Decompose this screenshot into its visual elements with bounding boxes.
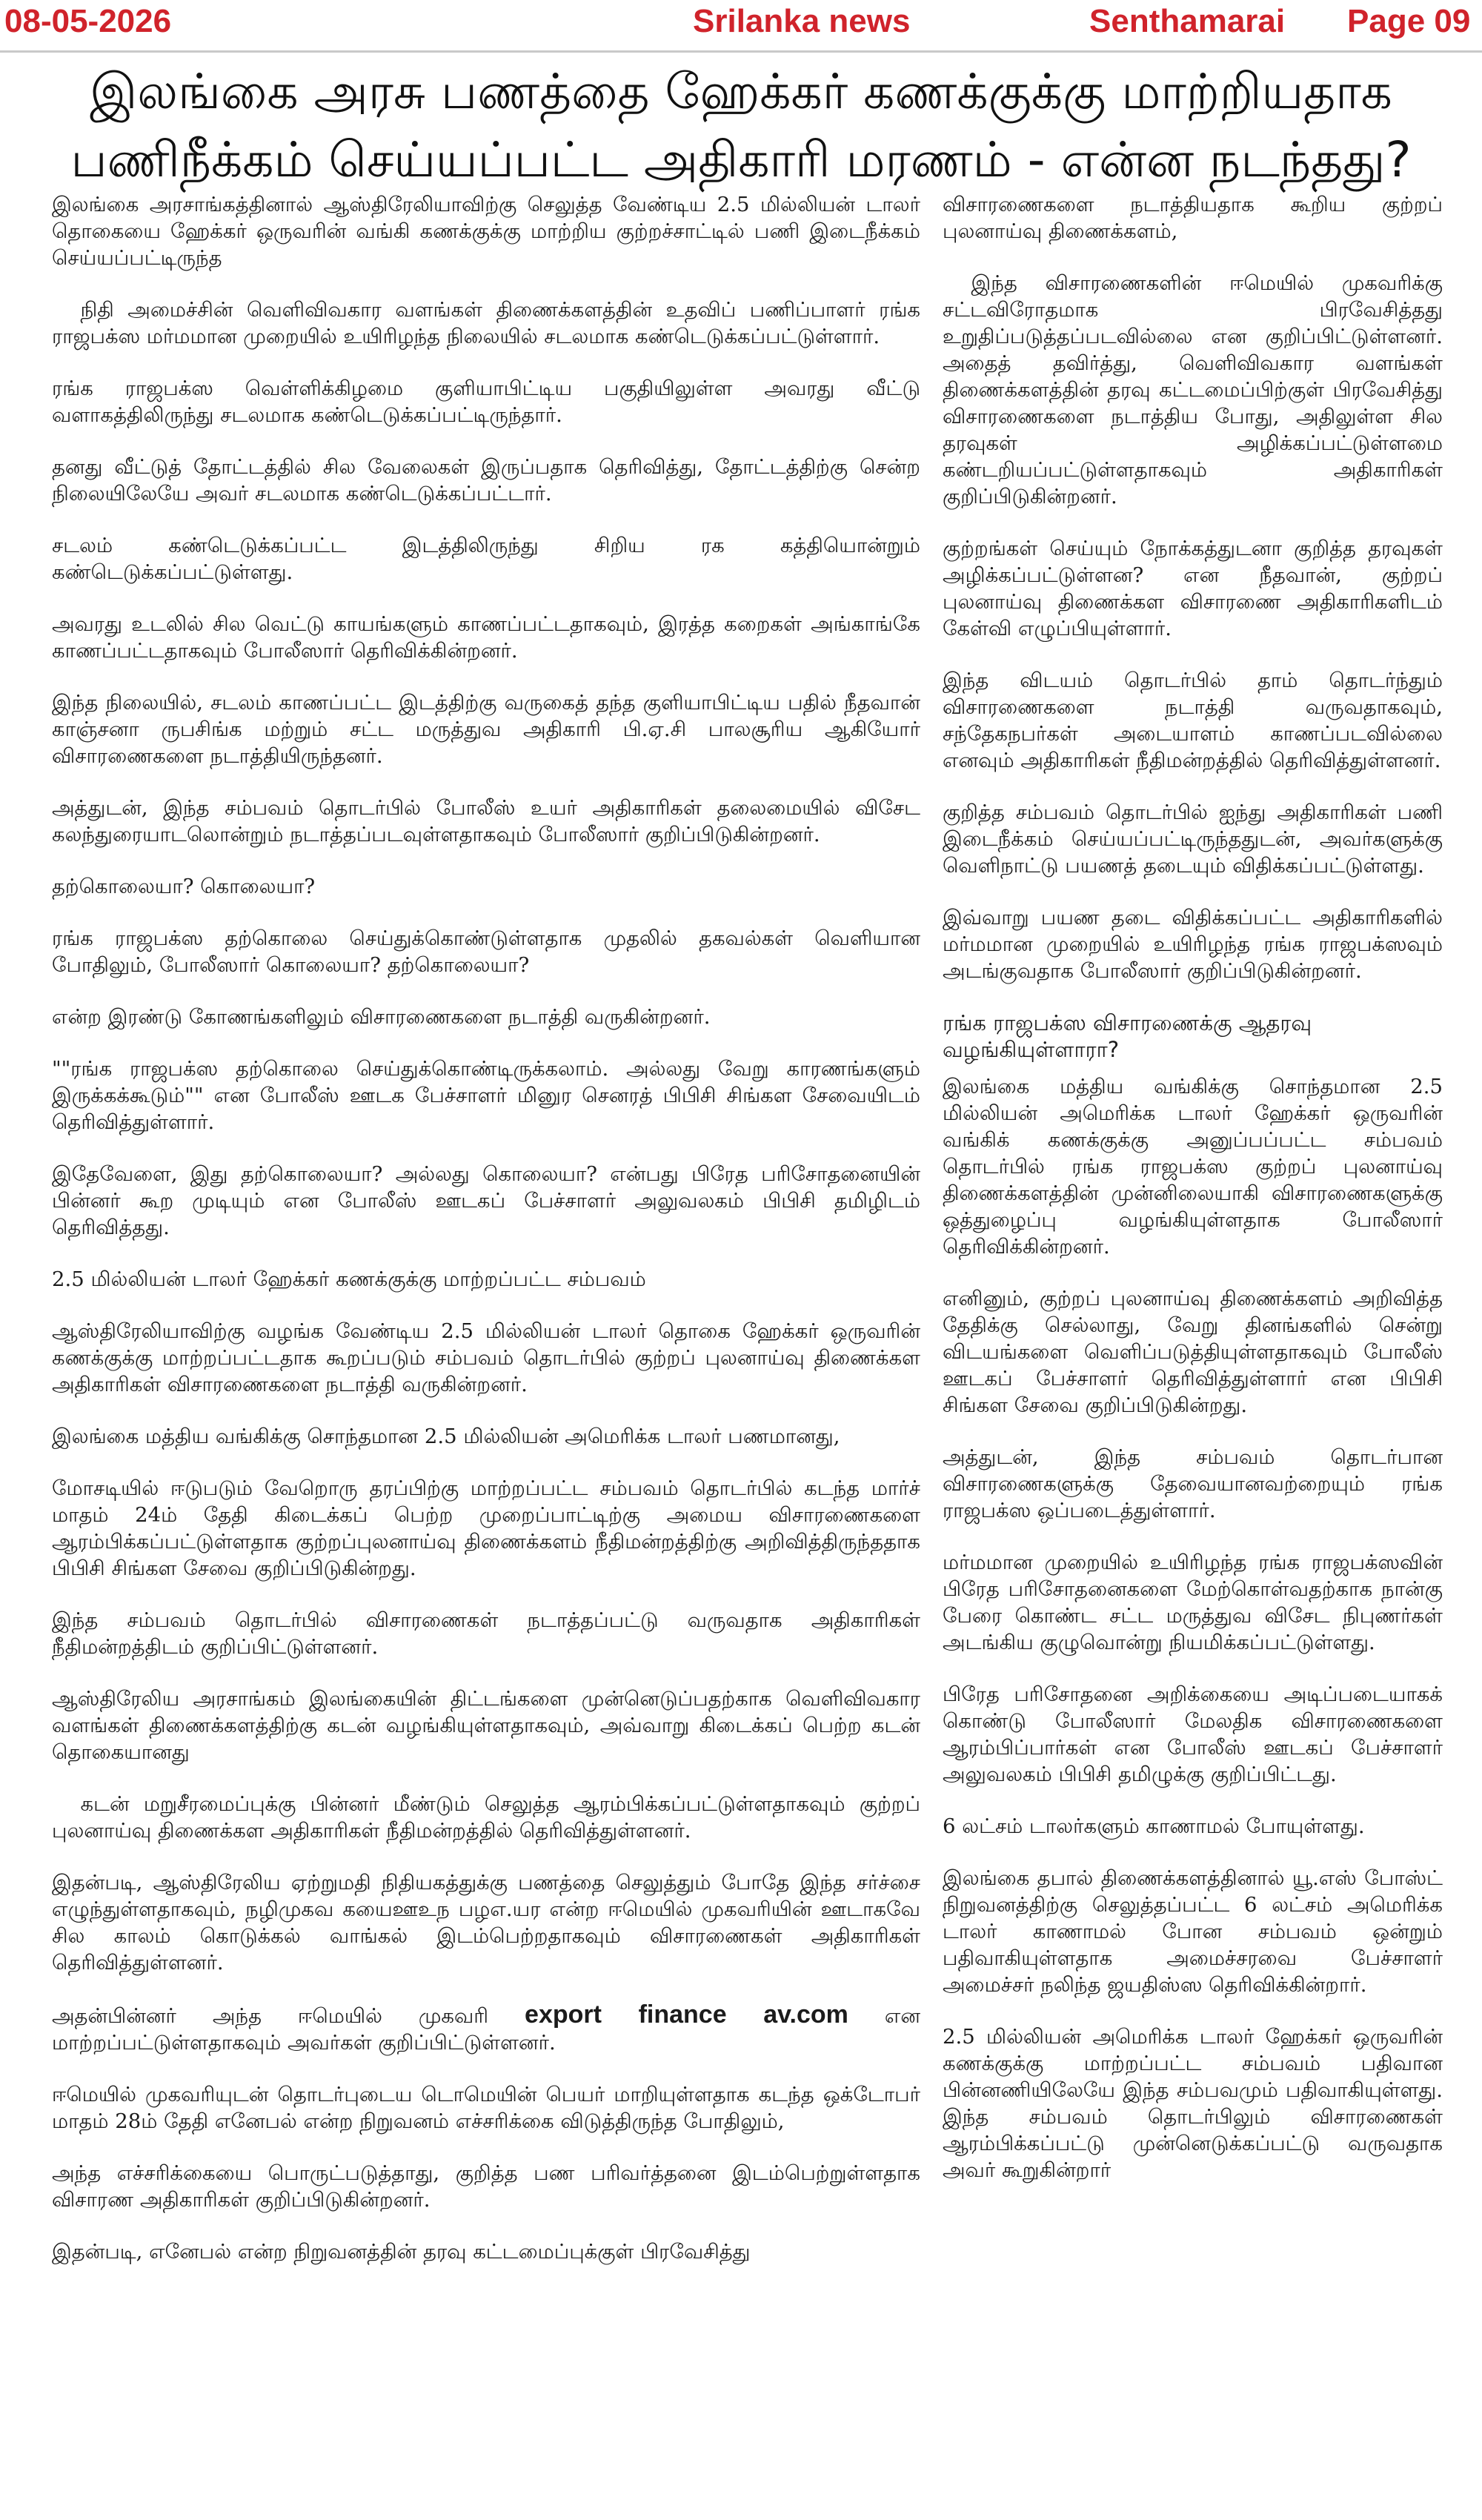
paragraph: 2.5 மில்லியன் அமெரிக்க டாலர் ஹேக்கர் ஒருவரின் கணக்குக்கு மாற்றப்பட்ட சம்பவம் பதிவான பின்னணியிலேயே இந்த சம்பவமும் பதிவாகியுள்ளது. இந்த சம்பவம் தொடர்பிலும் விசாரணைகள் ஆரம்பிக்கப்பட்டு முன்னெடுக்கப்பட்டு வருவதாக அவர் கூறுகின்றார் — [943, 2025, 1443, 2182]
paragraph: ரங்க ராஜபக்ஸ தற்கொலை செய்துக்கொண்டுள்ளதாக முதலில் தகவல்கள் வெளியான போதிலும், போலீஸார் கொலையா? தற்கொலையா? — [52, 926, 920, 977]
left-column — [52, 191, 920, 2290]
headline-line-2: பணிநீக்கம் செய்யப்பட்ட அதிகாரி மரணம் - என்ன நடந்தது? — [70, 131, 1412, 188]
article-headline — [30, 58, 1452, 194]
paragraph: இலங்கை மத்திய வங்கிக்கு சொந்தமான 2.5 மில்லியன் அமெரிக்க டாலர் பணமானது, — [52, 1425, 840, 1448]
paragraph: இந்த நிலையில், சடலம் காணப்பட்ட இடத்திற்கு வருகைத் தந்த குளியாபிட்டிய பதில் நீதவான் காஞ்சனா ருபசிங்க மற்றும் சட்ட மருத்துவ அதிகாரி பி.ஏ.சி பாலசூரிய ஆகியோர் விசாரணைகளை நடாத்தியிருந்தனர். — [52, 691, 920, 768]
paragraph: குறித்த சம்பவம் தொடர்பில் ஐந்து அதிகாரிகள் பணி இடைநீக்கம் செய்யப்பட்டிருந்ததுடன், அவர்களுக்கு வெளிநாட்டு பயணத் தடையும் விதிக்கப்பட்டுள்ளது. — [943, 800, 1443, 878]
section-subheading: தற்கொலையா? கொலையா? — [52, 875, 316, 898]
headline-line-1: இலங்கை அரசு பணத்தை ஹேக்கர் கணக்குக்கு மாற்றியதாக — [90, 63, 1392, 120]
paragraph: விசாரணைகளை நடாத்தியதாக கூறிய குற்றப் புலனாய்வு திணைக்களம், — [943, 193, 1443, 243]
paragraph: அந்த எச்சரிக்கையை பொருட்படுத்தாது, குறித்த பண பரிவர்த்தனை இடம்பெற்றுள்ளதாக விசாரண அதிகாரிகள் குறிப்பிடுகின்றனர். — [52, 2161, 920, 2212]
paragraph: குற்றங்கள் செய்யும் நோக்கத்துடனா குறித்த தரவுகள் அழிக்கப்பட்டுள்ளன? என நீதவான், குற்றப் புலனாய்வு திணைக்கள விசாரணை அதிகாரிகளிடம் கேள்வி எழுப்பியுள்ளார். — [943, 537, 1443, 640]
paragraph: தனது வீட்டுத் தோட்டத்தில் சில வேலைகள் இருப்பதாக தெரிவித்து, தோட்டத்திற்கு சென்ற நிலையிலேயே அவர் சடலமாக கண்டெடுக்கப்பட்டார். — [52, 455, 920, 505]
email-domain-text: export finance av.com — [525, 2000, 848, 2029]
paragraph: இந்த விடயம் தொடர்பில் தாம் தொடர்ந்தும் விசாரணைகளை நடாத்தி வருவதாகவும், சந்தேகநபர்கள் அடையாளம் காணப்படவில்லை எனவும் அதிகாரிகள் நீதிமன்றத்தில் தெரிவித்துள்ளனர். — [943, 669, 1443, 772]
paragraph: இதேவேளை, இது தற்கொலையா? அல்லது கொலையா? என்பது பிரேத பரிசோதனையின் பின்னர் கூற முடியும் என போலீஸ் ஊடகப் பேச்சாளர் அலுவலகம் பிபிசி தமிழிடம் தெரிவித்தது. — [52, 1162, 920, 1239]
paragraph: மோசடியில் ஈடுபடும் வேறொரு தரப்பிற்கு மாற்றப்பட்ட சம்பவம் தொடர்பில் கடந்த மார்ச் மாதம் 24ம் தேதி கிடைக்கப் பெற்ற முறைப்பாட்டிற்கு அமைய விசாரணைகளை ஆரம்பிக்கப்பட்டுள்ளதாக குற்றப்புலனாய்வு திணைக்களம் நீதிமன்றத்திற்கு அறிவித்திருந்ததாக பிபிசி சிங்கள சேவை குறிப்பிடுகின்றது. — [52, 1476, 920, 1580]
paragraph: இந்த சம்பவம் தொடர்பில் விசாரணைகள் நடாத்தப்பட்டு வருவதாக அதிகாரிகள் நீதிமன்றத்திடம் குறிப்பிட்டுள்ளனர். — [52, 1608, 920, 1659]
paragraph: ஈமெயில் முகவரியுடன் தொடர்புடைய டொமெயின் பெயர் மாறியுள்ளதாக கடந்த ஒக்டோபர் மாதம் 28ம் தேதி எனேபல் என்ற நிறுவனம் எச்சரிக்கை விடுத்திருந்த போதிலும், — [52, 2083, 920, 2133]
paragraph: ஆஸ்திரேலியாவிற்கு வழங்க வேண்டிய 2.5 மில்லியன் டாலர் தொகை ஹேக்கர் ஒருவரின் கணக்குக்கு மாற்றப்பட்டதாக கூறப்படும் சம்பவம் தொடர்பில் குற்றப் புலனாய்வு திணைக்கள அதிகாரிகள் விசாரணைகளை நடாத்தி வருகின்றனர். — [52, 1319, 920, 1396]
paragraph: கடன் மறுசீரமைப்புக்கு பின்னர் மீண்டும் செலுத்த ஆரம்பிக்கப்பட்டுள்ளதாகவும் குற்றப் புலனாய்வு திணைக்கள அதிகாரிகள் நீதிமன்றத்தில் தெரிவித்துள்ளனர். — [52, 1792, 920, 1843]
header-date: 08-05-2026 — [4, 3, 172, 39]
paragraph: இந்த விசாரணைகளின் ஈமெயில் முகவரிக்கு சட்டவிரோதமாக பிரவேசித்தது உறுதிப்படுத்தப்படவில்லை என குறிப்பிட்டுள்ளனர். அதைத் தவிர்த்து, வெளிவிவகார வளங்கள் திணைக்களத்தின் தரவு கட்டமைப்பிற்குள் பிரவேசித்து விசாரணைகளை நடாத்திய போது, அதிலுள்ள சில தரவுகள் அழிக்கப்பட்டுள்ளமை கண்டறியப்பட்டுள்ளதாகவும் அதிகாரிகள் குறிப்பிடுகின்றனர். — [943, 271, 1443, 508]
paragraph: இதன்படி, ஆஸ்திரேலிய ஏற்றுமதி நிதியகத்துக்கு பணத்தை செலுத்தும் போதே இந்த சர்ச்சை எழுந்துள்ளதாகவும், நழிமுகவ கயைஊஉந பழஎ.யர என்ற ஈமெயில் முகவரியின் ஊடாகவே சில காலம் கொடுக்கல் வாங்கல் இடம்பெற்றதாகவும் விசாரணைகள் அதிகாரிகள் தெரிவித்துள்ளனர். — [52, 1871, 920, 1974]
section-subheading: ரங்க ராஜபக்ஸ விசாரணைக்கு ஆதரவு வழங்கியுள்ளாரா? — [943, 1010, 1312, 1062]
paragraph: நிதி அமைச்சின் வெளிவிவகார வளங்கள் திணைக்களத்தின் உதவிப் பணிப்பாளர் ரங்க ராஜபக்ஸ மர்மமான முறையில் உயிரிழந்த நிலையில் சடலமாக கண்டெடுக்கப்பட்டுள்ளார். — [52, 298, 920, 348]
paragraph: மர்மமான முறையில் உயிரிழந்த ரங்க ராஜபக்ஸவின் பிரேத பரிசோதனைகளை மேற்கொள்வதற்காக நான்கு பேரை கொண்ட சட்ட மருத்துவ விசேட நிபுணர்கள் அடங்கிய குழுவொன்று நியமிக்கப்பட்டுள்ளது. — [943, 1551, 1443, 1654]
paragraph: ஆஸ்திரேலிய அரசாங்கம் இலங்கையின் திட்டங்களை முன்னெடுப்பதற்காக வெளிவிவகார வளங்கள் திணைக்களத்திற்கு கடன் வழங்கியுள்ளதாகவும், அவ்வாறு கிடைக்கப் பெற்ற கடன் தொகையானது — [52, 1687, 920, 1764]
right-column — [943, 191, 1443, 2209]
paragraph: இதன்படி, எனேபல் என்ற நிறுவனத்தின் தரவு கட்டமைப்புக்குள் பிரவேசித்து — [52, 2240, 751, 2264]
paragraph-text: என மாற்றப்பட்டுள்ளதாகவும் அவர்கள் குறிப்பிட்டுள்ளனர். — [52, 2004, 920, 2055]
paragraph: பிரேத பரிசோதனை அறிக்கையை அடிப்படையாகக் கொண்டு போலீஸார் மேலதிக விசாரணைகளை ஆரம்பிப்பார்கள் என போலீஸ் ஊடகப் பேச்சாளர் அலுவலகம் பிபிசி தமிழுக்கு குறிப்பிட்டது. — [943, 1682, 1443, 1786]
paragraph — [52, 2001, 920, 2056]
section-subheading: 2.5 மில்லியன் டாலர் ஹேக்கர் கணக்குக்கு மாற்றப்பட்ட சம்பவம் — [52, 1267, 646, 1291]
paragraph: இலங்கை மத்திய வங்கிக்கு சொந்தமான 2.5 மில்லியன் அமெரிக்க டாலர் ஹேக்கர் ஒருவரின் வங்கிக் கணக்குக்கு அனுப்பப்பட்ட சம்பவம் தொடர்பில் ரங்க ராஜபக்ஸ குற்றப் புலனாய்வு திணைக்களத்தின் முன்னிலையாகி விசாரணைகளுக்கு ஒத்துழைப்பு வழங்கியுள்ளதாக போலீஸார் தெரிவிக்கின்றனர். — [943, 1075, 1443, 1259]
header-page-number: Page 09 — [1347, 3, 1471, 39]
header-divider — [0, 50, 1482, 53]
paragraph: இலங்கை அரசாங்கத்தினால் ஆஸ்திரேலியாவிற்கு செலுத்த வேண்டிய 2.5 மில்லியன் டாலர் தொகையை ஹேக்கர் ஒருவரின் வங்கி கணக்குக்கு மாற்றிய குற்றச்சாட்டில் பணி இடைநீக்கம் செய்யப்பட்டிருந்த — [52, 193, 920, 270]
paragraph: அத்துடன், இந்த சம்பவம் தொடர்பான விசாரணைகளுக்கு தேவையானவற்றையும் ரங்க ராஜபக்ஸ ஒப்படைத்துள்ளார். — [943, 1445, 1443, 1522]
quote-paragraph: ""ரங்க ராஜபக்ஸ தற்கொலை செய்துக்கொண்டிருக்கலாம். அல்லது வேறு காரணங்களும் இருக்கக்கூடும்"" என போலீஸ் ஊடக பேச்சாளர் மினுர செனரத் பிபிசி சிங்கள சேவையிடம் தெரிவித்துள்ளார். — [52, 1057, 920, 1134]
paragraph: ரங்க ராஜபக்ஸ வெள்ளிக்கிழமை குளியாபிட்டிய பகுதியிலுள்ள அவரது வீட்டு வளாகத்திலிருந்து சடலமாக கண்டெடுக்கப்பட்டிருந்தார். — [52, 377, 920, 427]
header-author: Senthamarai — [1089, 3, 1286, 39]
paragraph-text: அதன்பின்னர் அந்த ஈமெயில் முகவரி — [52, 2004, 525, 2028]
paragraph: அத்துடன், இந்த சம்பவம் தொடர்பில் போலீஸ் உயர் அதிகாரிகள் தலைமையில் விசேட கலந்துரையாடலொன்றும் நடாத்தப்படவுள்ளதாகவும் போலீஸார் குறிப்பிடுகின்றனர். — [52, 796, 920, 846]
section-subheading: 6 லட்சம் டாலர்களும் காணாமல் போயுள்ளது. — [943, 1814, 1365, 1838]
page-header — [0, 0, 1482, 49]
paragraph: இவ்வாறு பயண தடை விதிக்கப்பட்ட அதிகாரிகளில் மர்மமான முறையில் உயிரிழந்த ரங்க ராஜபக்ஸவும் அடங்குவதாக போலீஸார் குறிப்பிடுகின்றனர். — [943, 906, 1443, 983]
paragraph: இலங்கை தபால் திணைக்களத்தினால் யூ.எஸ் போஸ்ட் நிறுவனத்திற்கு செலுத்தப்பட்ட 6 லட்சம் அமெரிக்க டாலர் காணாமல் போன சம்பவம் ஒன்றும் பதிவாகியுள்ளதாக அமைச்சரவை பேச்சாளர் அமைச்சர் நலிந்த ஜயதிஸ்ஸ தெரிவிக்கின்றார். — [943, 1866, 1443, 1997]
paragraph: எனினும், குற்றப் புலனாய்வு திணைக்களம் அறிவித்த தேதிக்கு செல்லாது, வேறு தினங்களில் சென்று விடயங்களை வெளிப்படுத்தியுள்ளதாகவும் போலீஸ் ஊடகப் பேச்சாளர் தெரிவித்துள்ளார் என பிபிசி சிங்கள சேவை குறிப்பிடுகின்றது. — [943, 1287, 1443, 1417]
paragraph: சடலம் கண்டெடுக்கப்பட்ட இடத்திலிருந்து சிறிய ரக கத்தியொன்றும் கண்டெடுக்கப்பட்டுள்ளது. — [52, 534, 920, 584]
paragraph: என்ற இரண்டு கோணங்களிலும் விசாரணைகளை நடாத்தி வருகின்றனர். — [52, 1005, 711, 1029]
paragraph: அவரது உடலில் சில வெட்டு காயங்களும் காணப்பட்டதாகவும், இரத்த கறைகள் அங்காங்கே காணப்பட்டதாகவும் போலீஸார் தெரிவிக்கின்றனர். — [52, 612, 920, 663]
header-brand: Srilanka news — [693, 3, 911, 39]
